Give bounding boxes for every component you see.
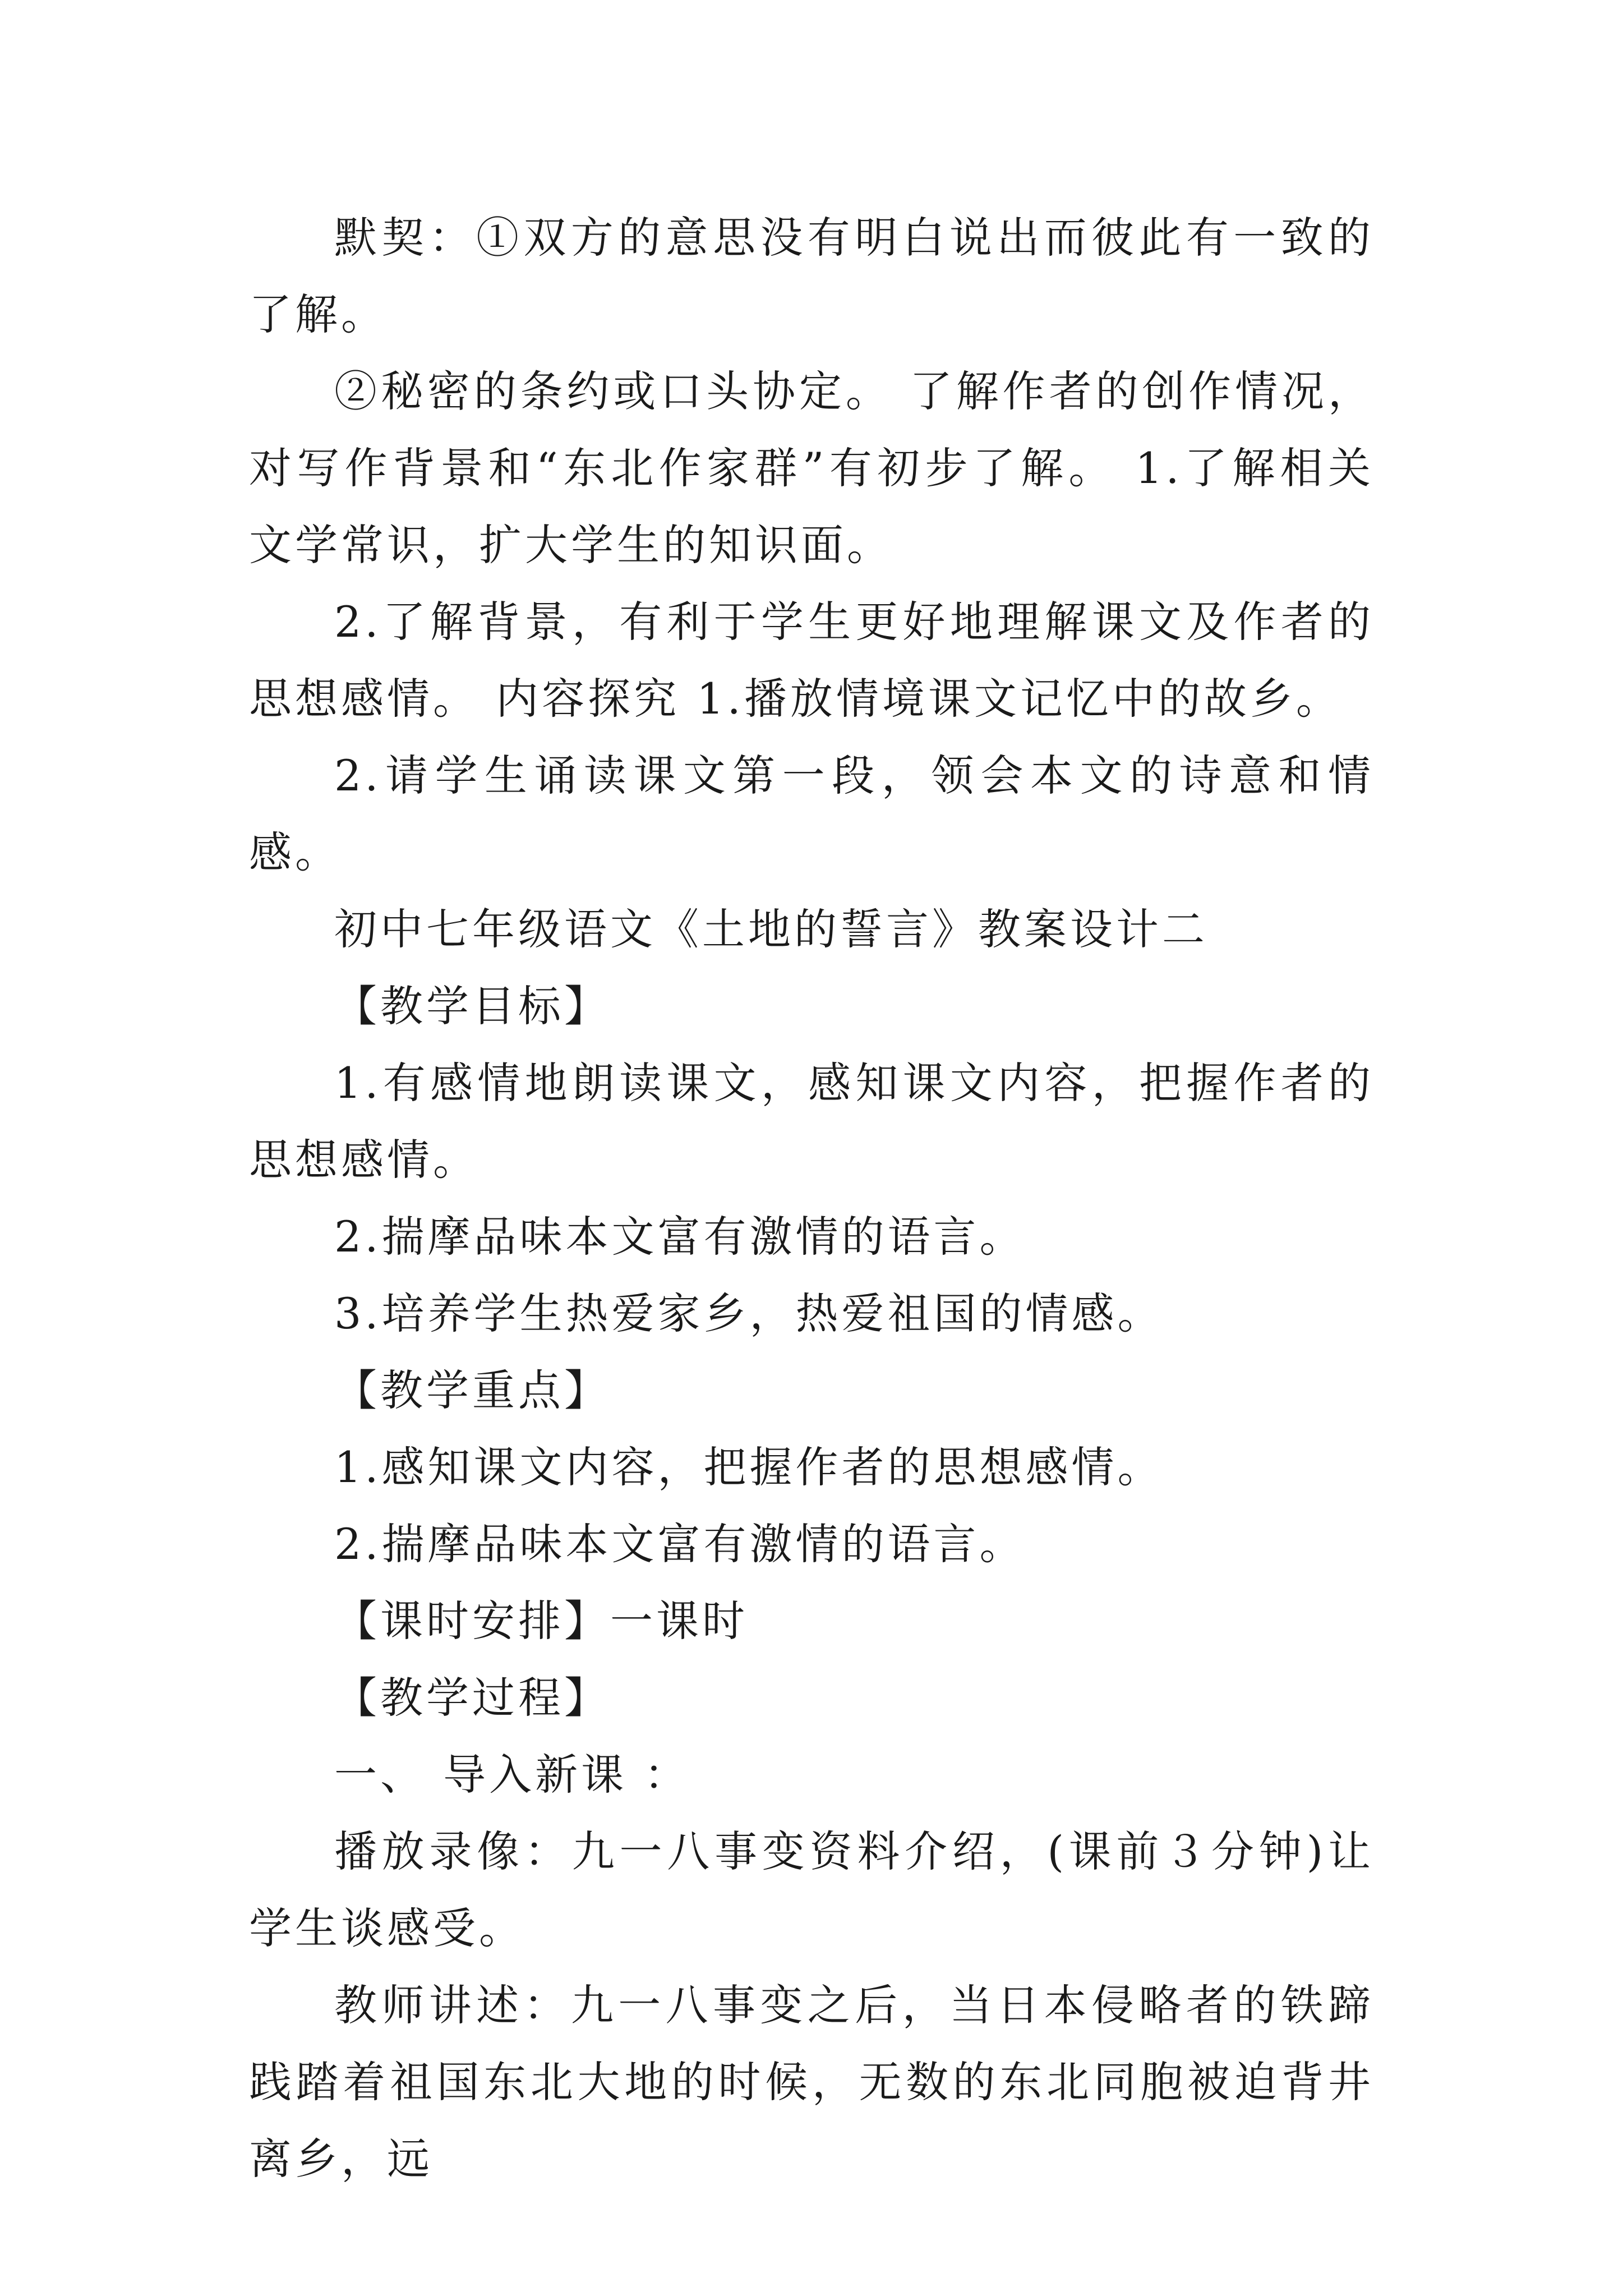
paragraph-video: 播放录像：九一八事变资料介绍，(课前３分钟)让学生谈感受。: [249, 1826, 1374, 1953]
section-title: 初中七年级语文《土地的誓言》教案设计二: [334, 904, 1208, 954]
paragraph-recite: 2.请学生诵读课文第一段，领会本文的诗意和情感。: [249, 751, 1374, 877]
paragraph-background: 2.了解背景，有利于学生更好地理解课文及作者的思想感情。 内容探究 1.播放情境课文记忆中的故乡。: [249, 597, 1374, 724]
heading-teaching-process: 【教学过程】: [334, 1673, 610, 1723]
step-introduction: 一、 导入新课 ：: [334, 1750, 690, 1800]
paragraph-teacher-narration: 教师讲述：九一八事变之后，当日本侵略者的铁蹄践踏着祖国东北大地的时候，无数的东北同胞被迫背井离乡，远: [249, 1980, 1374, 2184]
heading-schedule: 【课时安排】一课时: [334, 1596, 748, 1646]
heading-teaching-goals: 【教学目标】: [334, 981, 610, 1031]
paragraph-moqi-definition: 默契：①双方的意思没有明白说出而彼此有一致的了解。: [249, 213, 1374, 339]
document-body: [249, 199, 1374, 2197]
goal-item-1: 1.有感情地朗读课文，感知课文内容，把握作者的思想感情。: [249, 1058, 1374, 1185]
focus-item-2: 2.揣摩品味本文富有激情的语言。: [334, 1519, 1026, 1569]
paragraph-secret-agreement: ②秘密的条约或口头协定。 了解作者的创作情况，对写作背景和“东北作家群”有初步了解。 1.了解相关文学常识，扩大学生的知识面。: [249, 366, 1374, 570]
focus-item-1: 1.感知课文内容，把握作者的思想感情。: [334, 1442, 1164, 1492]
goal-item-3: 3.培养学生热爱家乡，热爱祖国的情感。: [334, 1289, 1164, 1338]
goal-item-2: 2.揣摩品味本文富有激情的语言。: [334, 1212, 1026, 1262]
heading-teaching-focus: 【教学重点】: [334, 1365, 610, 1415]
